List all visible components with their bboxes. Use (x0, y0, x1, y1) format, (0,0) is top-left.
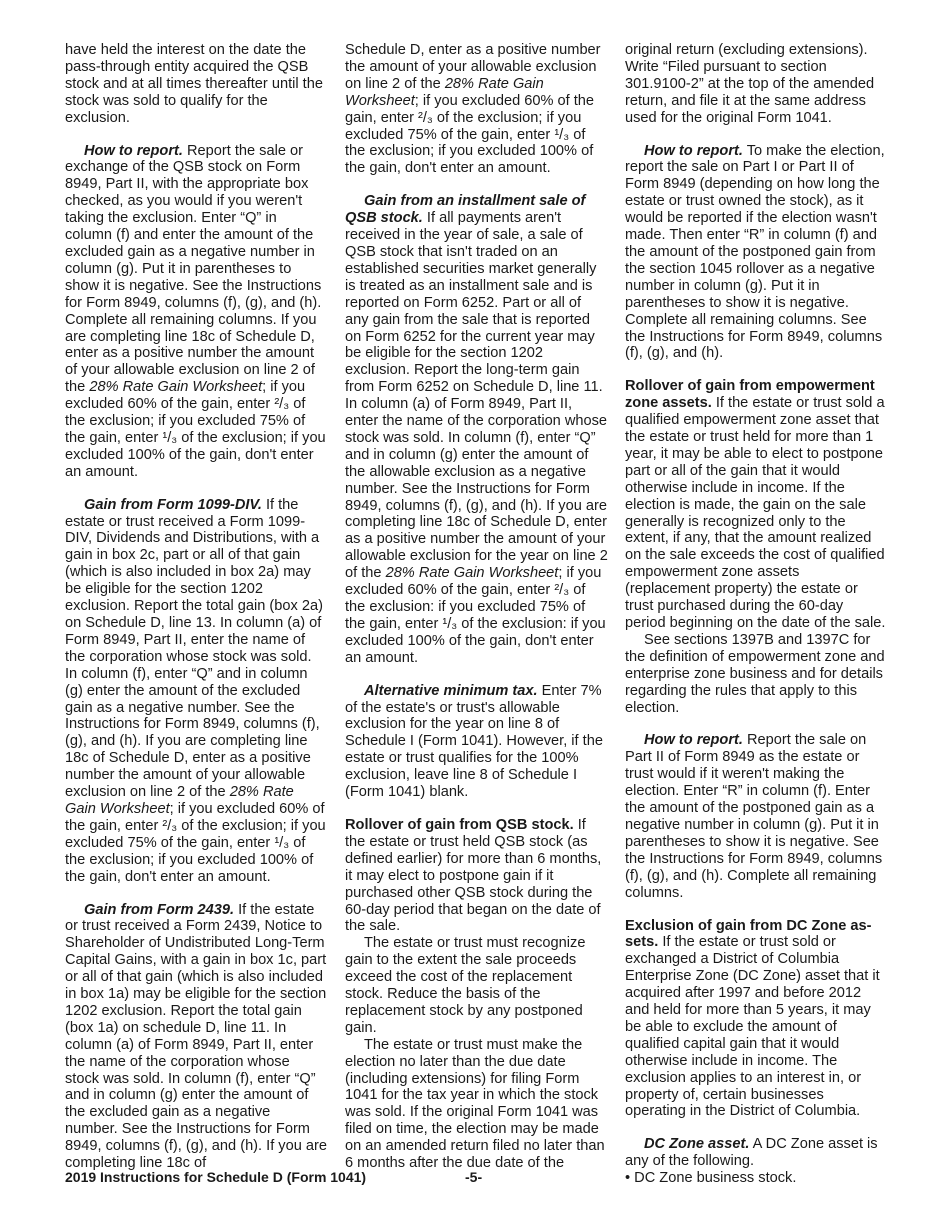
page-footer (65, 1169, 887, 1187)
paragraph-amended-return: original return (excluding extensions). Write “Filed pursuant to section 301.9100-2” at the top of the amended return, and file it at the same address used for the original Form 1041. (625, 42, 875, 126)
footer-title: 2019 Instructions for Schedule D (Form 1041) (65, 1169, 367, 1185)
run-in-heading: DC Zone asset. (644, 1136, 750, 1153)
section-heading: Rollover of gain from QSB stock. (345, 816, 574, 833)
run-in-heading: Gain from Form 2439. (84, 901, 235, 918)
section-heading: Rollover of gain from empowerment zone assets. (625, 378, 875, 412)
run-in-heading: How to report. (644, 732, 743, 749)
paragraph-schedule-d-continued: Schedule D, enter as a positive number the amount of your allowable exclusion on line 2 of the 28% Rate Gain Worksheet; if you excluded 60% of the gain, enter ²/₃ of the exclusion; if you excluded 75% of the gain, enter ¹/₃ of the exclusion; if you excluded 100% of the gain, don't enter an amount. (345, 42, 601, 177)
column-middle (345, 42, 608, 1172)
paragraph-recognize-gain: The estate or trust must recognize gain to the extent the sale proceeds exceed the cost of the replacement stock. Reduce the basis of the replacement stock by any postponed gain. (345, 935, 586, 1036)
section-heading: Exclusion of gain from DC Zone as-sets. (625, 917, 872, 951)
paragraph-dc-zone-exclusion: Exclusion of gain from DC Zone as-sets. If the estate or trust sold or exchanged a District of Columbia Enterprise Zone (DC Zone) asset that it acquired after 1997 and before 2012 and held for more than 5 years, it may be able to exclude the amount of qualified capital gain that it would otherwise include in income. The exclusion applies to an interest in, or property of, certain businesses operating in the District of Columbia. (625, 917, 880, 1120)
run-in-heading: Alternative minimum tax. (364, 682, 538, 699)
paragraph-installment-sale: Gain from an installment sale of QSB stock. If all payments aren't received in the year of sale, a sale of QSB stock that isn't traded on an established securities market generally is treated as an installment sale and is reported on Form 6252. Part or all of any gain from the sale that is reported on Form 6252 for the current year may be eligible for the section 1202 exclusion. Report the long-term gain from Form 6252 on Schedule D, line 11. In column (a) of Form 8949, Part II, enter the name of the corporation whose stock was sold. In column (f), enter “Q” and in column (g) enter the amount of the allowable exclusion as a negative number. See the Instructions for Form 8949, columns (f), (g), and (h). If you are completing line 18c of Schedule D, enter as a positive number the amount of your allowable exclusion for the year on line 2 of the 28% Rate Gain Worksheet; if you excluded 60% of the gain, enter ²/₃ of the exclusion: if you excluded 75% of the gain, enter ¹/₃ of the exclusion: if you excluded 100% of the gain, don't enter an amount. (345, 193, 608, 666)
run-in-heading: How to report. (84, 142, 183, 159)
run-in-heading: How to report. (644, 142, 743, 159)
paragraph-gain-1099-div: Gain from Form 1099-DIV. If the estate or trust received a Form 1099-DIV, Dividends and Distributions, with a gain in box 2c, part or all of that gain (which is also included in box 2a) may be eligible for the section 1202 exclusion. Report the total gain (box 2a) on Schedule D, line 13. In column (a) of Form 8949, Part II, enter the name of the corporation whose stock was sold. In column (f), enter “Q” and in column (g) enter the amount of the excluded gain as a negative number. See the Instructions for Form 8949, columns (f), (g), and (h). If you are completing line 18c of Schedule D, enter as a positive number the amount of your allowable exclusion on line 2 of the 28% Rate Gain Worksheet; if you excluded 60% of the gain, enter ²/₃ of the exclusion; if you excluded 75% of the gain, enter ¹/₃ of the exclusion; if you excluded 100% of the gain, don't enter an amount. (65, 496, 326, 885)
run-in-heading: Gain from an installment sale of QSB stock. (345, 193, 586, 227)
paragraph-amt: Alternative minimum tax. Enter 7% of the estate's or trust's allowable exclusion for the year on line 8 of Schedule I (Form 1041). However, if the estate or trust qualifies for the 100% exclusion, leave line 8 of Schedule I (Form 1041) blank. (345, 682, 603, 801)
paragraph-election-deadline: The estate or trust must make the election no later than the due date (including extensions) for filing Form 1041 for the tax year in which the stock was sold. If the original Form 1041 was filed on time, the election may be made on an amended return filed no later than 6 months after the due date of the (345, 1036, 605, 1172)
column-right (625, 42, 887, 1187)
paragraph-how-to-report-qsb: How to report. Report the sale or exchange of the QSB stock on Form 8949, Part II, with the appropriate box checked, as you would if you weren't taking the exclusion. Enter “Q” in column (f) and enter the amount of the excluded gain as a negative number in column (g). Put it in parentheses to show it is negative. See the Instructions for Form 8949, columns (f), (g), and (h). Complete all remaining columns. If you are completing line 18c of Schedule D, enter as a positive number the amount of your allowable exclusion on line 2 of the 28% Rate Gain Worksheet; if you excluded 60% of the gain, enter ²/₃ of the exclusion; if you excluded 75% of the gain, enter ¹/₃ of the exclusion; if you excluded 100% of the gain, don't enter an amount. (65, 142, 326, 480)
page-number: -5- (465, 1169, 483, 1185)
paragraph-dc-zone-asset: DC Zone asset. A DC Zone asset is any of the following. (625, 1136, 878, 1170)
run-in-heading: Gain from Form 1099-DIV. (84, 496, 262, 513)
paragraph-how-to-report-ez: How to report. Report the sale on Part II of Form 8949 as the estate or trust would if it weren't making the election. Enter “R” in column (f). Enter the amount of the postponed gain as a negative number in column (g). Put it in parentheses to show it is negative. See the Instructions for Form 8949, columns (f), (g), and (h). Complete all remaining columns. (625, 732, 883, 901)
paragraph-rollover-qsb: Rollover of gain from QSB stock. If the estate or trust held QSB stock (as defined earlier) for more than 6 months, it may elect to postpone gain if it purchased other QSB stock during the 60-day period that began on the date of the sale. (345, 816, 602, 935)
column-left (65, 42, 327, 1172)
paragraph-empowerment-zone: Rollover of gain from empowerment zone assets. If the estate or trust sold a qualified empowerment zone asset that the estate or trust held for more than 1 year, it may be able to elect to postpone part or all of the gain that it would otherwise include in income. If the election is made, the gain on the sale generally is recognized only to the extent, if any, that the amount realized on the sale exceeds the cost of qualified empowerment zone assets (replacement property) the estate or trust purchased during the 60-day period beginning on the date of the sale. (625, 378, 886, 631)
paragraph-qsb-holding: have held the interest on the date the pass-through entity acquired the QSB stock and at all times thereafter until the stock was sold to qualify for the exclusion. (65, 42, 323, 126)
bullet-item: • DC Zone business stock. (625, 1170, 797, 1187)
paragraph-sections-1397: See sections 1397B and 1397C for the definition of empowerment zone and enterprise zone business and for details regarding the rules that apply to this election. (625, 631, 885, 716)
paragraph-how-to-report-election: How to report. To make the election, report the sale on Part I or Part II of Form 8949 (depending on how long the estate or trust owned the stock), as it would be reported if the election wasn't made. Then enter “R” in column (f) and the amount of the postponed gain from the section 1045 rollover as a negative number in column (g). Put it in parentheses to show it is negative. Complete all remaining columns. See the Instructions for Form 8949, columns (f), (g), and (h). (625, 142, 885, 362)
paragraph-gain-2439: Gain from Form 2439. If the estate or trust received a Form 2439, Notice to Shareholder of Undistributed Long-Term Capital Gains, with a gain in box 1c, part or all of that gain (which is also included in box 1a) may be eligible for the section 1202 exclusion. Report the total gain (box 1a) on schedule D, line 11. In column (a) of Form 8949, Part II, enter the name of the corporation whose stock was sold. In column (f), enter “Q” and in column (g) enter the amount of the excluded gain as a negative number. See the Instructions for Form 8949, columns (f), (g), and (h). If you are completing line 18c of (65, 901, 327, 1172)
